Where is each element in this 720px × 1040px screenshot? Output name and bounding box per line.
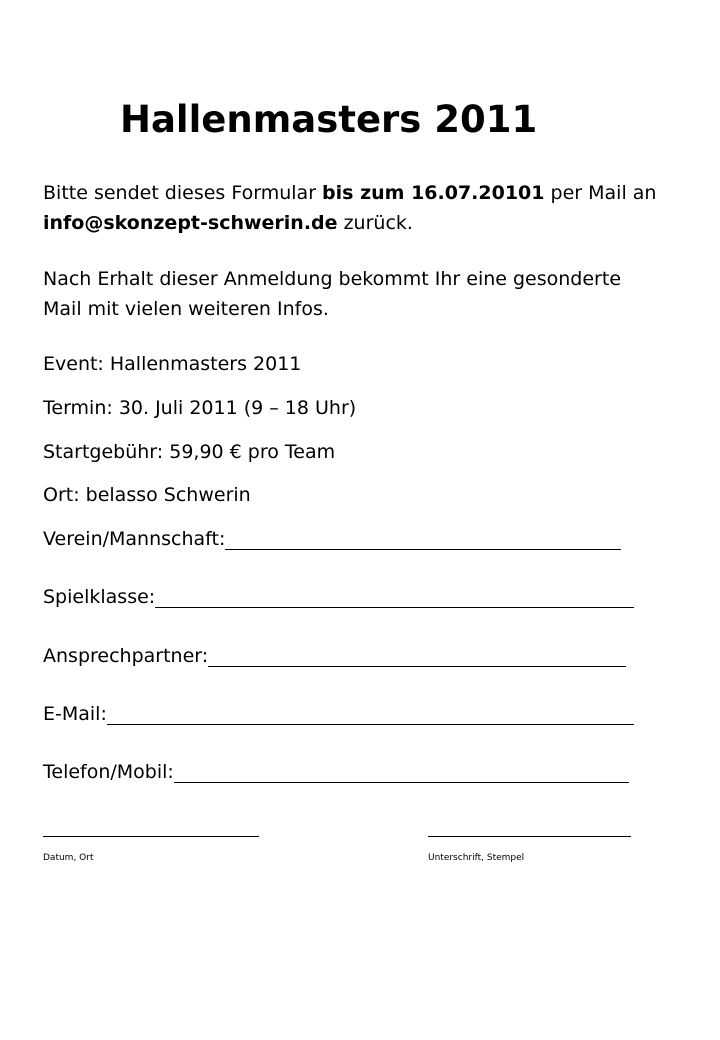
ort-info: Ort: belasso Schwerin <box>43 484 251 506</box>
intro-text-3: zurück. <box>337 212 413 234</box>
email-input-line[interactable] <box>107 702 634 725</box>
intro-paragraph <box>43 178 656 238</box>
verein-label: Verein/Mannschaft: <box>43 528 226 550</box>
document-title: Hallenmasters 2011 <box>120 98 538 141</box>
event-info: Event: Hallenmasters 2011 <box>43 353 302 375</box>
spielklasse-field <box>43 581 634 611</box>
intro-text-2: per Mail an <box>544 182 657 204</box>
telefon-label: Telefon/Mobil: <box>43 761 174 783</box>
termin-info: Termin: 30. Juli 2011 (9 – 18 Uhr) <box>43 397 357 419</box>
email-label: E-Mail: <box>43 703 107 725</box>
ansprechpartner-field <box>43 640 626 670</box>
deadline-text: bis zum 16.07.20101 <box>322 182 545 204</box>
notice-line-2: Mail mit vielen weiteren Infos. <box>43 298 329 320</box>
startgebuehr-info: Startgebühr: 59,90 € pro Team <box>43 441 336 463</box>
spielklasse-label: Spielklasse: <box>43 586 156 608</box>
verein-input-line[interactable] <box>225 527 621 550</box>
intro-text-1: Bitte sendet dieses Formular <box>43 182 323 204</box>
telefon-field <box>43 756 629 786</box>
verein-field <box>43 523 621 553</box>
datum-ort-label: Datum, Ort <box>43 853 94 863</box>
ansprechpartner-label: Ansprechpartner: <box>43 645 209 667</box>
notice-line-1: Nach Erhalt dieser Anmeldung bekommt Ihr eine gesonderte <box>43 268 622 290</box>
unterschrift-label: Unterschrift, Stempel <box>428 853 525 863</box>
ansprechpartner-input-line[interactable] <box>208 644 626 667</box>
email-field <box>43 698 634 728</box>
datum-ort-line[interactable] <box>43 836 259 837</box>
spielklasse-input-line[interactable] <box>155 585 634 608</box>
telefon-input-line[interactable] <box>174 760 629 783</box>
notice-paragraph <box>43 264 621 324</box>
contact-email: info@skonzept-schwerin.de <box>43 212 338 234</box>
unterschrift-line[interactable] <box>428 836 631 837</box>
